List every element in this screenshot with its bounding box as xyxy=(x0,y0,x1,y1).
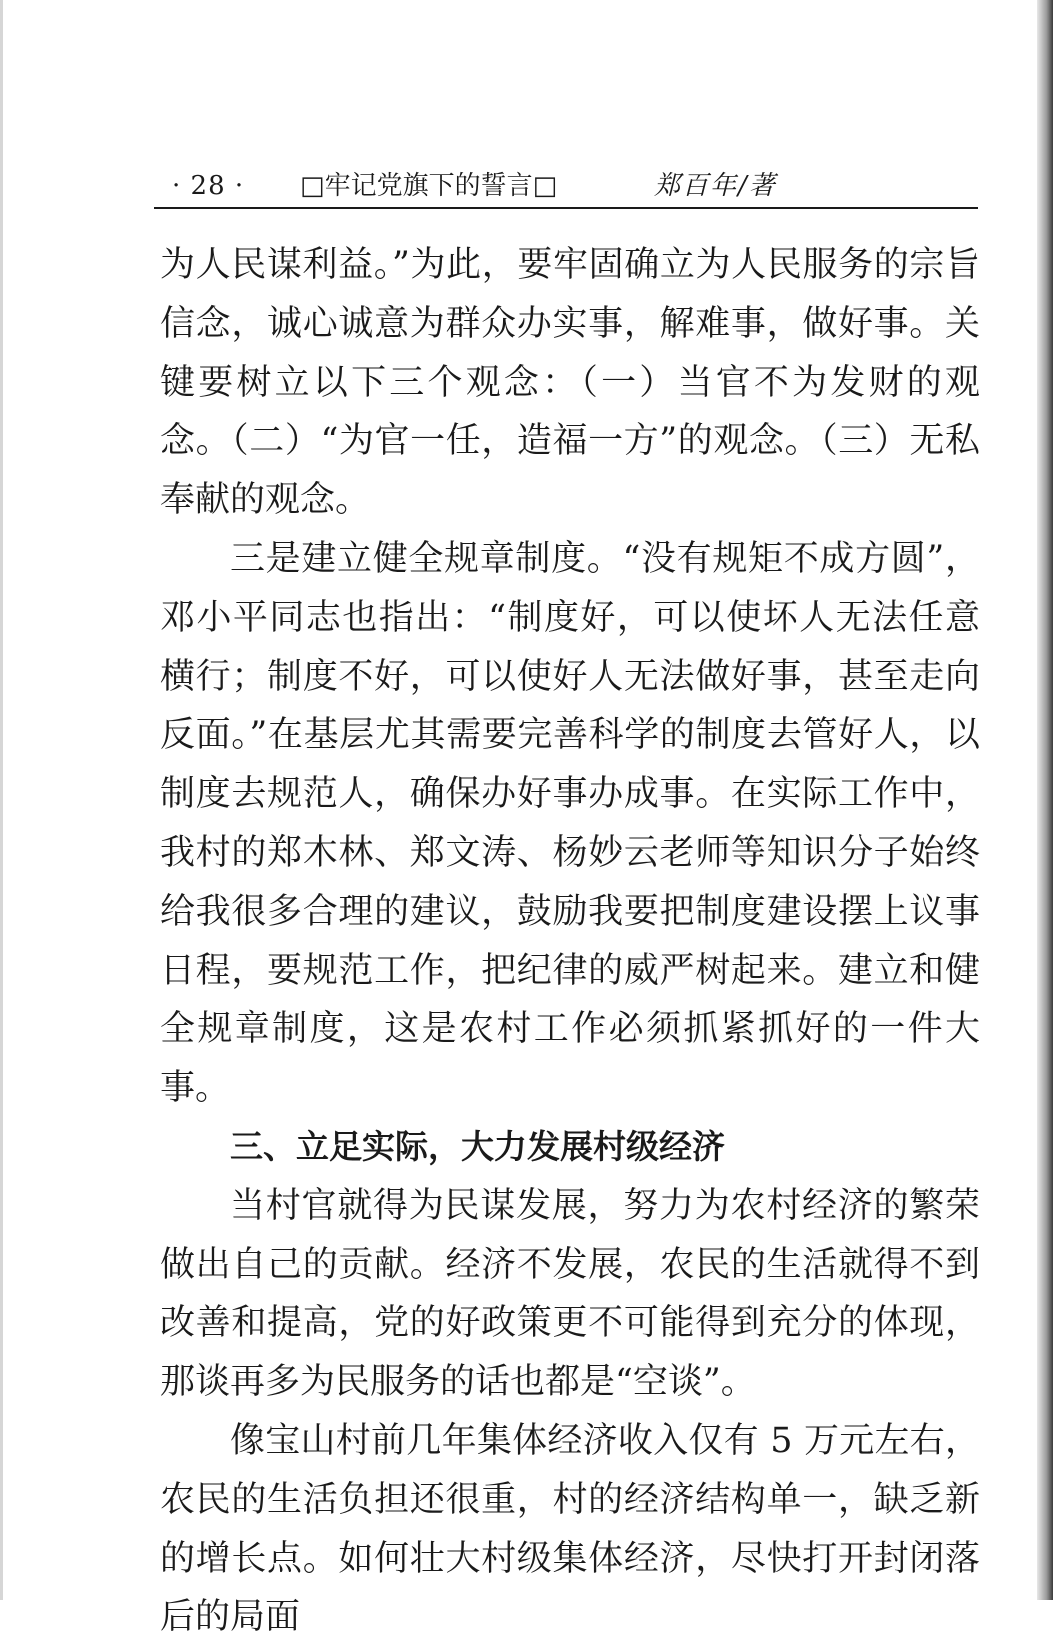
page-right-edge xyxy=(1037,0,1053,1600)
running-header xyxy=(172,168,972,204)
header-rule xyxy=(154,207,978,209)
section-heading: 三、立足实际，大力发展村级经济 xyxy=(230,1126,725,1166)
body-text xyxy=(160,236,980,1647)
paragraph: 像宝山村前几年集体经济收入仅有 5 万元左右，农民的生活负担还很重，村的经济结构单一，缺乏新的增长点。如何壮大村级集体经济，尽快打开封闭落后的局面 xyxy=(160,1420,980,1638)
book-title: □牢记党旗下的誓言□ xyxy=(300,171,558,201)
paragraph-continued: 为人民谋利益。”为此，要牢固确立为人民服务的宗旨信念，诚心诚意为群众办实事，解难事，做好事。关键要树立以下三个观念：（一）当官不为发财的观念。（二）“为官一任，造福一方”的观念。（三）无私奉献的观念。 xyxy=(160,245,980,521)
paragraph: 三是建立健全规章制度。“没有规矩不成方圆”，邓小平同志也指出：“制度好，可以使坏人无法任意横行；制度不好，可以使好人无法做好事，甚至走向反面。”在基层尤其需要完善科学的制度去管好人，以制度去规范人，确保办好事办成事。在实际工作中，我村的郑木林、郑文涛、杨妙云老师等知识分子始终给我很多合理的建议，鼓励我要把制度建设摆上议事日程，要规范工作，把纪律的威严树起来。建立和健全规章制度，这是农村工作必须抓紧抓好的一件大事。 xyxy=(160,538,980,1109)
page-left-edge xyxy=(0,0,3,1600)
author-credit: 郑百年/著 xyxy=(654,171,777,201)
paragraph: 当村官就得为民谋发展，努力为农村经济的繁荣做出自己的贡献。经济不发展，农民的生活就得不到改善和提高，党的好政策更不可能得到充分的体现，那谈再多为民服务的话也都是“空谈”。 xyxy=(160,1185,980,1403)
page-number: · 28 · xyxy=(172,171,245,201)
